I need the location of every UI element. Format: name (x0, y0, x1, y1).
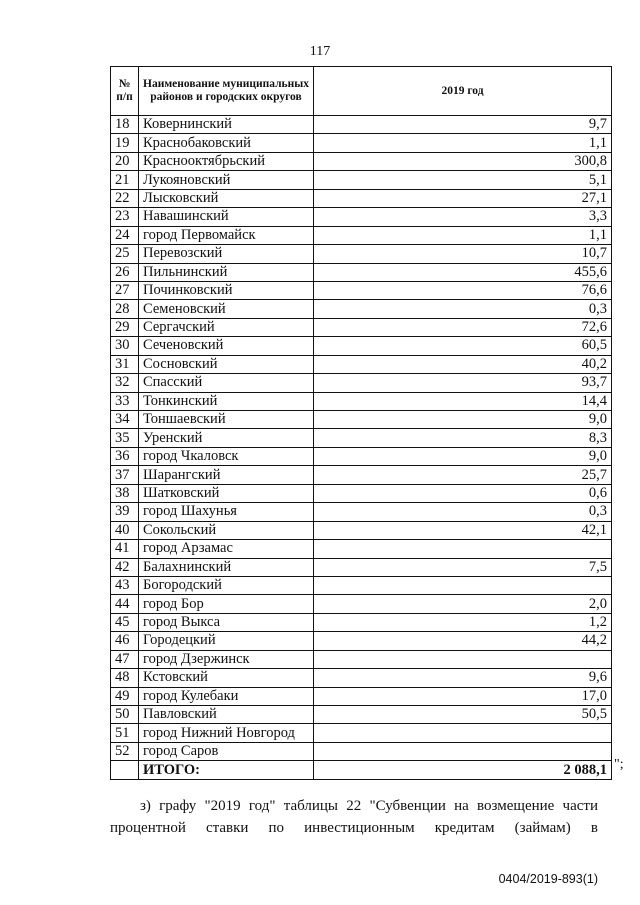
row-value: 44,2 (314, 632, 612, 650)
row-number: 34 (111, 411, 139, 429)
table-row (111, 466, 612, 484)
header-num: № п/п (111, 67, 139, 116)
row-name: Пильнинский (139, 263, 314, 281)
row-value (314, 650, 612, 668)
row-number: 36 (111, 447, 139, 465)
row-name: Навашинский (139, 208, 314, 226)
row-value: 14,4 (314, 392, 612, 410)
row-name: Балахнинский (139, 558, 314, 576)
row-number: 51 (111, 724, 139, 742)
row-value: 3,3 (314, 208, 612, 226)
row-number: 40 (111, 521, 139, 539)
page-number: 117 (309, 44, 331, 59)
row-name: Сокольский (139, 521, 314, 539)
row-name: Починковский (139, 281, 314, 299)
row-name: Сеченовский (139, 337, 314, 355)
table-row (111, 134, 612, 152)
table-row (111, 281, 612, 299)
row-number: 52 (111, 742, 139, 760)
table-row (111, 484, 612, 502)
row-number: 31 (111, 355, 139, 373)
row-name: город Шахунья (139, 503, 314, 521)
row-name: Сосновский (139, 355, 314, 373)
row-value: 0,3 (314, 503, 612, 521)
table-row (111, 116, 612, 134)
row-value: 50,5 (314, 706, 612, 724)
table-row (111, 171, 612, 189)
row-name: Богородский (139, 576, 314, 594)
row-name: город Нижний Новгород (139, 724, 314, 742)
row-value: 9,0 (314, 447, 612, 465)
row-value (314, 742, 612, 760)
table-row (111, 208, 612, 226)
row-number: 39 (111, 503, 139, 521)
row-value: 0,3 (314, 300, 612, 318)
row-number: 41 (111, 540, 139, 558)
total-label: ИТОГО: (139, 761, 314, 779)
row-name: город Первомайск (139, 226, 314, 244)
table-row (111, 447, 612, 465)
row-name: Уренский (139, 429, 314, 447)
row-value: 10,7 (314, 245, 612, 263)
table-row (111, 595, 612, 613)
row-value (314, 540, 612, 558)
row-name: Ковернинский (139, 116, 314, 134)
row-number: 23 (111, 208, 139, 226)
row-name: город Чкаловск (139, 447, 314, 465)
row-value: 1,2 (314, 613, 612, 631)
row-value: 76,6 (314, 281, 612, 299)
table-row (111, 613, 612, 631)
table-header-row (111, 67, 612, 116)
row-number: 29 (111, 318, 139, 336)
row-value: 1,1 (314, 134, 612, 152)
row-number: 44 (111, 595, 139, 613)
row-name: Городецкий (139, 632, 314, 650)
table-row (111, 429, 612, 447)
row-value: 25,7 (314, 466, 612, 484)
table-row (111, 687, 612, 705)
table-row (111, 576, 612, 594)
row-number: 42 (111, 558, 139, 576)
row-name: город Саров (139, 742, 314, 760)
row-value: 7,5 (314, 558, 612, 576)
table-row (111, 152, 612, 170)
subsidy-table (110, 66, 612, 780)
row-name: Сергачский (139, 318, 314, 336)
row-number: 49 (111, 687, 139, 705)
row-value: 455,6 (314, 263, 612, 281)
row-number: 48 (111, 669, 139, 687)
row-value: 9,7 (314, 116, 612, 134)
row-value: 42,1 (314, 521, 612, 539)
row-value (314, 724, 612, 742)
row-value: 27,1 (314, 189, 612, 207)
table-row (111, 742, 612, 760)
row-name: Семеновский (139, 300, 314, 318)
row-number: 43 (111, 576, 139, 594)
row-name: город Кулебаки (139, 687, 314, 705)
row-value: 300,8 (314, 152, 612, 170)
row-number: 20 (111, 152, 139, 170)
row-name: Спасский (139, 374, 314, 392)
row-name: Павловский (139, 706, 314, 724)
table-row (111, 300, 612, 318)
total-num-cell (111, 761, 139, 779)
header-name: Наименование муниципальных районов и городских округов (139, 67, 314, 116)
row-number: 25 (111, 245, 139, 263)
row-name: город Арзамас (139, 540, 314, 558)
closing-quote-mark: "; (614, 757, 624, 772)
row-value: 0,6 (314, 484, 612, 502)
row-name: Лукояновский (139, 171, 314, 189)
row-name: Лысковский (139, 189, 314, 207)
row-number: 26 (111, 263, 139, 281)
row-number: 46 (111, 632, 139, 650)
row-value: 9,6 (314, 669, 612, 687)
table-row (111, 521, 612, 539)
table-row (111, 337, 612, 355)
row-value: 1,1 (314, 226, 612, 244)
row-number: 37 (111, 466, 139, 484)
row-number: 30 (111, 337, 139, 355)
table-row (111, 706, 612, 724)
table-row (111, 392, 612, 410)
row-number: 19 (111, 134, 139, 152)
row-name: Тонкинский (139, 392, 314, 410)
row-name: Шатковский (139, 484, 314, 502)
row-value: 72,6 (314, 318, 612, 336)
table-row (111, 411, 612, 429)
row-name: Шарангский (139, 466, 314, 484)
row-name: Перевозский (139, 245, 314, 263)
row-name: Краснобаковский (139, 134, 314, 152)
row-number: 38 (111, 484, 139, 502)
row-value (314, 576, 612, 594)
row-name: город Дзержинск (139, 650, 314, 668)
table-row (111, 669, 612, 687)
table-row (111, 724, 612, 742)
row-number: 24 (111, 226, 139, 244)
table-row (111, 318, 612, 336)
table-row (111, 503, 612, 521)
row-number: 35 (111, 429, 139, 447)
row-name: город Бор (139, 595, 314, 613)
table-row (111, 226, 612, 244)
table-row (111, 374, 612, 392)
row-number: 28 (111, 300, 139, 318)
row-name: Тоншаевский (139, 411, 314, 429)
row-number: 21 (111, 171, 139, 189)
row-name: Кстовский (139, 669, 314, 687)
row-number: 27 (111, 281, 139, 299)
table-row (111, 245, 612, 263)
row-number: 47 (111, 650, 139, 668)
row-value: 2,0 (314, 595, 612, 613)
header-year: 2019 год (314, 67, 612, 116)
total-row (111, 761, 612, 779)
row-value: 9,0 (314, 411, 612, 429)
row-number: 50 (111, 706, 139, 724)
row-number: 22 (111, 189, 139, 207)
document-code: 0404/2019-893(1) (498, 872, 598, 886)
row-number: 18 (111, 116, 139, 134)
row-number: 45 (111, 613, 139, 631)
row-value: 93,7 (314, 374, 612, 392)
table-row (111, 558, 612, 576)
total-value: 2 088,1 (314, 761, 612, 779)
paragraph-line-2: процентной ставки по инвестиционным кредитам (займам) в (110, 820, 598, 836)
paragraph-line-1: з) графу "2019 год" таблицы 22 "Субвенции на возмещение части (140, 798, 598, 814)
table-row (111, 650, 612, 668)
table-row (111, 189, 612, 207)
row-number: 33 (111, 392, 139, 410)
row-name: Краснооктябрьский (139, 152, 314, 170)
row-value: 5,1 (314, 171, 612, 189)
row-value: 8,3 (314, 429, 612, 447)
table-row (111, 355, 612, 373)
row-value: 17,0 (314, 687, 612, 705)
row-number: 32 (111, 374, 139, 392)
table-row (111, 263, 612, 281)
row-name: город Выкса (139, 613, 314, 631)
row-value: 60,5 (314, 337, 612, 355)
row-value: 40,2 (314, 355, 612, 373)
table-row (111, 632, 612, 650)
table-row (111, 540, 612, 558)
